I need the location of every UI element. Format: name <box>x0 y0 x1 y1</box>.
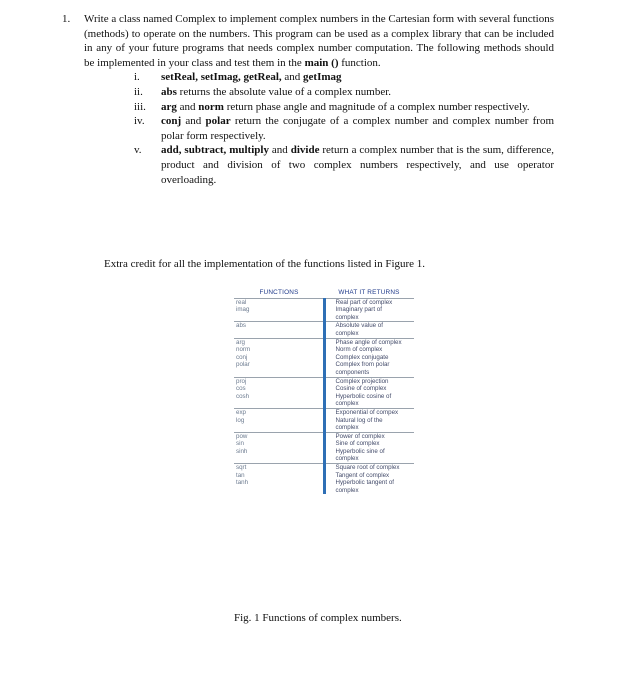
table-row <box>234 306 414 314</box>
item-method-names: conj <box>161 115 182 128</box>
item-method-names: abs <box>161 85 177 98</box>
function-return: Norm of complex <box>335 346 383 354</box>
item-number: v. <box>134 144 142 157</box>
function-return: Absolute value of <box>324 322 414 330</box>
function-name: conj <box>234 354 324 362</box>
item-method-names: polar <box>205 115 231 128</box>
table-row <box>234 417 414 425</box>
table-row <box>234 314 414 322</box>
function-return: complex <box>335 400 359 408</box>
item-text: return a complex number that is the sum, difference, product and division of two complex numbers respectively, and use operator overloading. <box>161 144 554 186</box>
function-name <box>234 424 324 432</box>
item-text: and <box>281 71 304 84</box>
item-method-names: divide <box>290 144 320 157</box>
table-row <box>234 298 414 306</box>
functions-table <box>234 288 414 494</box>
table-row <box>234 354 414 362</box>
function-return: Hyperbolic tangent of <box>335 479 394 487</box>
function-return: components <box>335 368 370 376</box>
table-row <box>234 338 414 346</box>
list-item <box>84 143 554 187</box>
item-number: i. <box>134 71 140 84</box>
item-text: and <box>176 100 199 113</box>
function-name <box>234 400 324 408</box>
function-name: sqrt <box>234 464 324 472</box>
table-row <box>234 400 414 408</box>
table-row <box>234 408 414 416</box>
header-functions: FUNCTIONS <box>259 289 299 296</box>
list-item <box>84 100 554 115</box>
function-return: complex <box>335 424 359 432</box>
table-row <box>234 487 414 495</box>
function-return: complex <box>335 486 359 494</box>
function-name: tan <box>234 472 324 480</box>
function-name <box>234 487 324 495</box>
function-return: Hyperbolic sine of <box>335 447 385 455</box>
function-name: exp <box>234 408 324 416</box>
function-return: Exponential of compex <box>324 408 414 416</box>
function-name: abs <box>234 322 324 330</box>
intro-bold-main: main () <box>304 56 339 69</box>
function-name: pow <box>234 432 324 440</box>
table-row <box>234 385 414 393</box>
question-number: 1. <box>62 13 71 25</box>
function-name: arg <box>234 338 324 346</box>
item-number: iv. <box>134 115 145 128</box>
function-return: Sine of complex <box>335 440 380 448</box>
table-row <box>234 393 414 401</box>
function-return: Complex conjugate <box>335 353 389 361</box>
function-name <box>234 369 324 377</box>
intro-text: Write a class named Complex to implement complex numbers in the Cartesian form with several functions (methods) to operate on the numbers. This program can be used as a complex library that can be included in any of your future programs that needs complex number computation. The following methods should be implemented in your class and test them in the <box>84 13 554 69</box>
function-return: Tangent of complex <box>335 471 390 479</box>
item-method-names: add, subtract, multiply <box>161 144 269 157</box>
requirements-list <box>84 70 554 187</box>
functions-figure <box>234 288 414 494</box>
table-row <box>234 432 414 440</box>
function-name: proj <box>234 377 324 385</box>
table-row <box>234 464 414 472</box>
table-row <box>234 479 414 487</box>
figure-caption: Fig. 1 Functions of complex numbers. <box>234 612 402 624</box>
function-return: Real part of complex <box>324 298 414 306</box>
question-intro <box>84 12 554 70</box>
function-name: norm <box>234 346 324 354</box>
table-row <box>234 448 414 456</box>
item-method-names: arg <box>161 100 177 113</box>
function-name: imag <box>234 306 324 314</box>
list-item <box>84 114 554 143</box>
table-row <box>234 377 414 385</box>
table-row <box>234 472 414 480</box>
table-row <box>234 455 414 463</box>
function-name: cosh <box>234 393 324 401</box>
function-return: Square root of complex <box>324 464 414 472</box>
function-return: complex <box>335 329 359 337</box>
function-return: Cosine of complex <box>335 385 387 393</box>
table-row <box>234 369 414 377</box>
function-return: Complex projection <box>324 377 414 385</box>
table-row <box>234 424 414 432</box>
item-method-names: getImag <box>303 71 342 84</box>
function-return: complex <box>335 455 359 463</box>
table-row <box>234 330 414 338</box>
list-item <box>84 70 554 85</box>
function-name: sin <box>234 440 324 448</box>
function-name: real <box>234 298 324 306</box>
table-row <box>234 361 414 369</box>
function-name: cos <box>234 385 324 393</box>
item-number: iii. <box>134 100 146 113</box>
function-return: Phase angle of complex <box>324 338 414 346</box>
table-row <box>234 440 414 448</box>
item-number: ii. <box>134 85 143 98</box>
function-return: complex <box>335 313 359 321</box>
item-text: return the conjugate of a complex number and complex number from polar form respectively. <box>161 115 554 142</box>
function-name: tanh <box>234 479 324 487</box>
table-row <box>234 322 414 330</box>
question-block <box>62 12 554 187</box>
item-text: and <box>181 115 206 128</box>
function-return: Hyperbolic cosine of <box>335 392 392 400</box>
function-return: Complex from polar <box>335 361 390 369</box>
function-name <box>234 314 324 322</box>
function-name: sinh <box>234 448 324 456</box>
item-text: and <box>268 144 291 157</box>
function-name <box>234 330 324 338</box>
function-return: Power of complex <box>324 432 414 440</box>
item-text: return phase angle and magnitude of a complex number respectively. <box>223 100 530 113</box>
item-method-names: norm <box>198 100 224 113</box>
extra-credit-note: Extra credit for all the implementation of the functions listed in Figure 1. <box>104 258 426 270</box>
item-method-names: setReal, setImag, getReal, <box>161 71 282 84</box>
function-return: Natural log of the <box>335 416 383 424</box>
header-returns: WHAT IT RETURNS <box>338 289 400 296</box>
list-item <box>84 85 554 100</box>
function-name <box>234 455 324 463</box>
function-name: log <box>234 417 324 425</box>
item-text: returns the absolute value of a complex number. <box>176 85 392 98</box>
intro-tail: function. <box>338 56 381 69</box>
table-row <box>234 346 414 354</box>
function-return: Imaginary part of <box>335 306 382 314</box>
function-name: polar <box>234 361 324 369</box>
